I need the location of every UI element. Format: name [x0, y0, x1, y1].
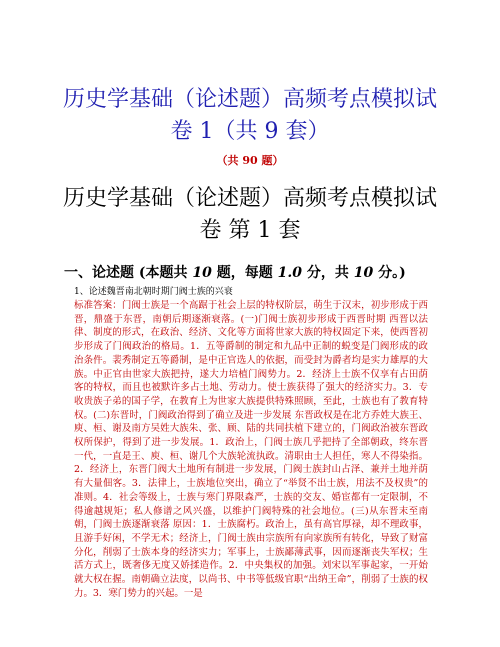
sub-title: [40, 183, 460, 247]
section-mid-1: 题，每题: [211, 265, 278, 281]
section-score-each: 1.0: [277, 265, 302, 281]
main-title-line-2: 卷 1（共 9 套）: [170, 119, 330, 144]
section-question-count: 10: [192, 265, 212, 281]
answer-text: 标准答案：门阀士族是一个高踞于社会上层的特权阶层，萌生于汉末，初步形成于西晋，鼎盛于东晋，南朝后期逐渐衰落。(一)门阀士族初步形成于西晋时期 西晋以法律、制度的形式，在政治、经济、文化等方面将世家大族的特权固定下来，使西晋初步形成了门阀政治的格局。1．五等爵制的制定和九品中正制的蜕变是门阀形成的政治条件。裴秀制定五等爵制，是中正官选人的依据，而受封为爵者均是实力雄厚的大族。中正官由世家大族把持，遂大力培植门阀势力。2．经济上士族不仅享有占田荫客的特权，而且也被默许多占土地、劳动力。使士族获得了强大的经济实力。3．专收贵族子弟的国子学，在教育上为世家大族提供特殊照顾，至此，士族也有了教育特权。(二)东晋时，门阀政治得到了确立及进一步发展 东晋政权是在北方乔姓大族王、庾、桓、谢及南方吴姓大族朱、张、顾、陆的共同扶植下建立的，门阀政治被东晋政权所保护，得到了进一步发展。1．政治上，门阀士族几乎把持了全部朝政，终东晋一代，一直是王、庾、桓、谢几个大族轮流执政。清职由士人担任，寒人不得染指。2．经济上，东晋门阀大土地所有制进一步发展，门阀士族封山占泽、兼并土地并荫有大量佃客。3．法律上，士族地位突出，确立了“举贤不出士族，用法不及权贵”的准则。4．社会等级上，士族与寒门界限森严，士族的交友、婚宦都有一定限制，不得逾越规矩；私人修谱之风兴盛，以维护门阀特殊的社会地位。(三)从东晋末至南朝，门阀士族逐渐衰落 原因：1．士族腐朽。政治上，虽有高官厚禄，却不理政事，且游手好闲，不学无术；经济上，门阀士族由宗族所有向家族所有转化，导致了财富分化，削弱了士族本身的经济实力；军事上，士族鄙薄武事，因而逐渐丧失军权；生活方式上，既奢侈无度又娇揉造作。2．中央集权的加强。刘宋以军事起家，一开始就大权在握。南朝确立法度，以尚书、中书等低级官职“出纳王命”，削弱了士族的权力。3．寒门势力的兴起。一是: [74, 300, 428, 599]
main-title-line-1: 历史学基础（论述题）高频考点模拟试: [62, 87, 437, 112]
section-mid-2: 分，共: [301, 265, 354, 281]
main-title: [40, 84, 460, 148]
sub-title-line-2: 卷 第 1 套: [199, 218, 301, 243]
question-text: 1、论述魏晋南北朝时期门阀士族的兴衰: [74, 287, 233, 297]
section-score-total: 10: [353, 265, 374, 281]
section-suffix: 分。): [373, 265, 406, 281]
section-prefix: 一、论述题 (本题共: [64, 265, 193, 281]
section-heading: [64, 262, 406, 282]
sub-title-line-1: 历史学基础（论述题）高频考点模拟试: [62, 186, 437, 211]
total-question-count: （共 90 题）: [216, 154, 284, 167]
